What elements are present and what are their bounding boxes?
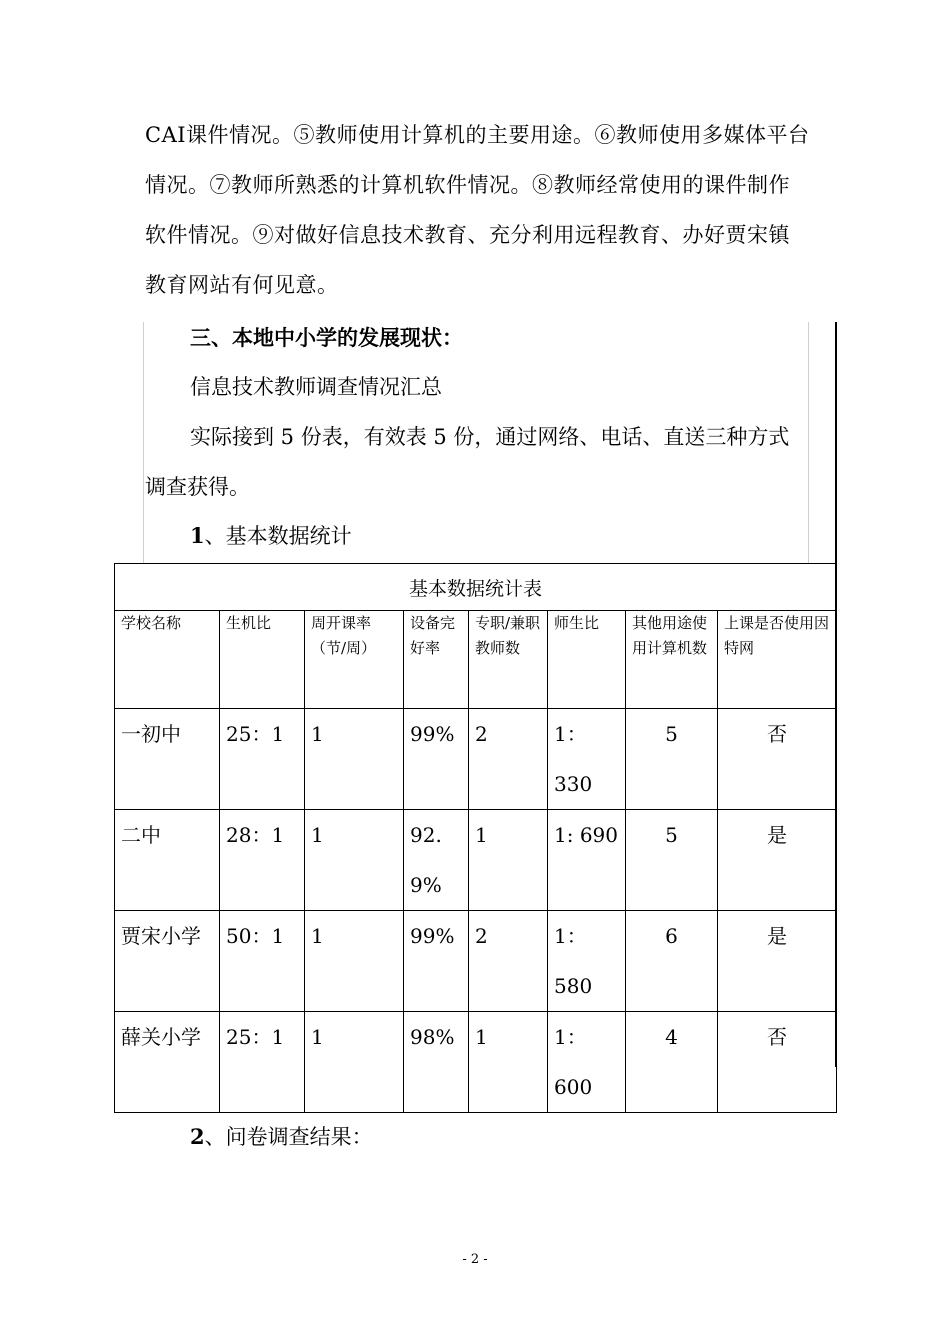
header-internet-use: 上课是否使用因特网 — [718, 611, 837, 709]
cell-ts-ratio: 1：600 — [548, 1012, 626, 1113]
cell-ts-ratio: 1：580 — [548, 911, 626, 1012]
cell-teachers: 2 — [469, 911, 548, 1012]
cell-weekly: 1 — [305, 1012, 404, 1113]
cell-school: 贾宋小学 — [115, 911, 220, 1012]
cell-ratio: 25：1 — [220, 1012, 305, 1113]
section3-heading: 三、本地中小学的发展现状： — [190, 325, 463, 350]
header-school-name: 学校名称 — [115, 611, 220, 709]
intro-paragraph: CAⅠ课件情况。⑤教师使用计算机的主要用途。⑥教师使用多媒体平台情况。⑦教师所熟悉的计算机软件情况。⑧教师经常使用的课件制作软件情况。⑨对做好信息技术教育、充分利用远程教育、办好贾宋镇教育网站有何见意。 — [145, 123, 810, 297]
table-row — [115, 911, 837, 1012]
cell-ts-ratio: 1: 690 — [548, 810, 626, 911]
item2-number: 2 — [190, 1124, 205, 1149]
cell-teachers: 1 — [469, 1012, 548, 1113]
cell-ts-ratio: 1：330 — [548, 709, 626, 810]
cell-other: 5 — [626, 709, 718, 810]
cell-teachers: 2 — [469, 709, 548, 810]
cell-internet: 是 — [718, 810, 837, 911]
table-row — [115, 1012, 837, 1113]
header-teacher-count: 专职/兼职教师数 — [469, 611, 548, 709]
cell-weekly: 1 — [305, 709, 404, 810]
item2-heading — [190, 1122, 373, 1152]
text-box-left-border — [143, 322, 144, 564]
cell-other: 6 — [626, 911, 718, 1012]
header-other-computers: 其他用途使用计算机数 — [626, 611, 718, 709]
cell-teachers: 1 — [469, 810, 548, 911]
item2-text: 、问卷调查结果： — [204, 1125, 373, 1149]
cell-equipment: 99% — [404, 911, 469, 1012]
header-teacher-student-ratio: 师生比 — [548, 611, 626, 709]
text-box-right-border — [808, 322, 809, 564]
item1-number: 1 — [190, 523, 205, 548]
cell-internet: 否 — [718, 1012, 837, 1113]
table-row — [115, 810, 837, 911]
table-row — [115, 709, 837, 810]
table-caption: 基本数据统计表 — [115, 564, 837, 611]
cell-ratio: 50：1 — [220, 911, 305, 1012]
item1-text: 、基本数据统计 — [204, 524, 352, 548]
cell-school: 一初中 — [115, 709, 220, 810]
page-number: - 2 - — [462, 1252, 488, 1267]
survey-line-1: 实际接到 5 份表，有效表 5 份，通过网络、电话、直送三种方式 — [190, 425, 790, 449]
basic-stats-table — [114, 563, 837, 1113]
cell-other: 4 — [626, 1012, 718, 1113]
cell-other: 5 — [626, 810, 718, 911]
table-header-row — [115, 611, 837, 709]
header-weekly-classes: 周开课率（节/周） — [305, 611, 404, 709]
header-equipment-rate: 设备完好率 — [404, 611, 469, 709]
cell-ratio: 25：1 — [220, 709, 305, 810]
cell-internet: 是 — [718, 911, 837, 1012]
cell-school: 二中 — [115, 810, 220, 911]
cell-school: 薛关小学 — [115, 1012, 220, 1113]
cell-equipment: 92.9% — [404, 810, 469, 911]
cell-weekly: 1 — [305, 911, 404, 1012]
summary-title: 信息技术教师调查情况汇总 — [190, 375, 442, 399]
cell-weekly: 1 — [305, 810, 404, 911]
cell-equipment: 98% — [404, 1012, 469, 1113]
cell-internet: 否 — [718, 709, 837, 810]
cell-equipment: 99% — [404, 709, 469, 810]
item1-heading — [190, 521, 352, 551]
survey-line-2: 调查获得。 — [145, 475, 250, 499]
cell-ratio: 28：1 — [220, 810, 305, 911]
header-student-computer-ratio: 生机比 — [220, 611, 305, 709]
